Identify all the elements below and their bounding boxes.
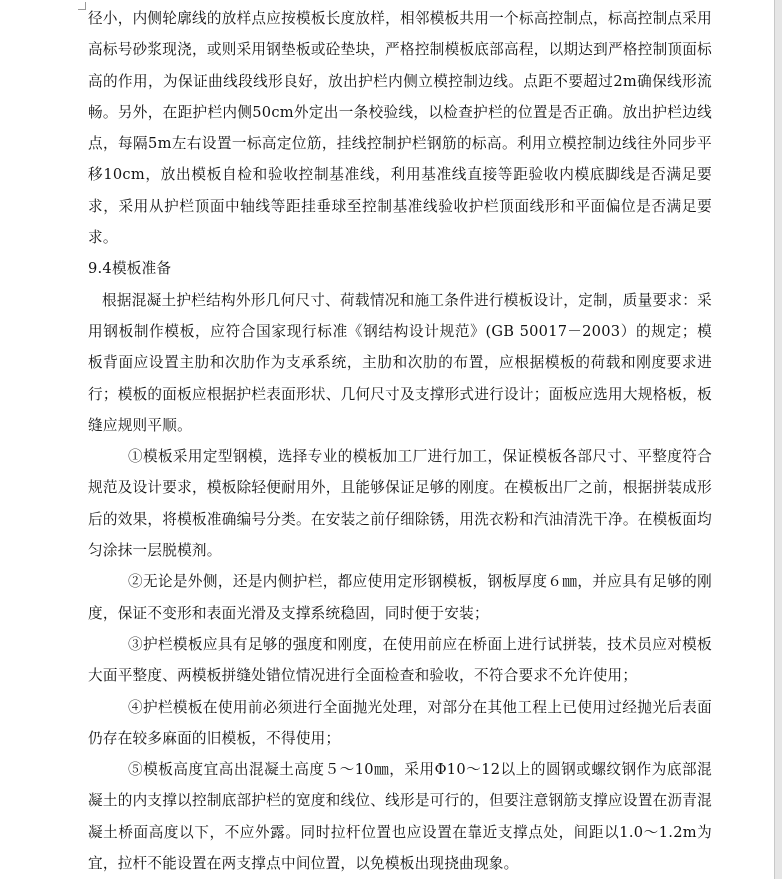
section-heading: 9.4模板准备: [88, 260, 172, 278]
list-item-3: ③护栏模板应具有足够的强度和刚度，在使用前应在桥面上进行试拼装，技术员应对模板大面平整度、两模板拼缝处错位情况进行全面检查和验收，不符合要求不允许使用；: [88, 635, 712, 685]
list-item-1: ①模板采用定型钢模，选择专业的模板加工厂进行加工，保证模板各部尺寸、平整度符合规范及设计要求，模板除轻便耐用外，且能够保证足够的刚度。在模板出厂之前，根据拼装成形后的效果，将模板准确编号分类。在安装之前仔细除锈，用洗衣粉和汽油清洗干净。在模板面均匀涂抹一层脱模剂。: [88, 448, 712, 560]
list-item-5: ⑤模板高度宜高出混凝土高度５～10㎜，采用Φ10～12以上的圆钢或螺纹钢作为底部混凝土的内支撑以控制底部护栏的宽度和线位、线形是可行的，但要注意钢筋支撑应设置在沥青混凝土桥面高度以下，不应外露。同时拉杆位置也应设置在靠近支撑点处，间距以1.0～1.2m为宜，拉杆不能设置在两支撑点中间位置，以免模板出现挠曲现象。: [88, 761, 712, 873]
list-item-4: ④护栏模板在使用前必须进行全面抛光处理，对部分在其他工程上已使用过经抛光后表面仍存在较多麻面的旧模板，不得使用；: [88, 698, 712, 747]
paragraph-formwork-design: 根据混凝土护栏结构外形几何尺寸、荷载情况和施工条件进行模板设计，定制，质量要求：采用钢板制作模板，应符合国家现行标准《钢结构设计规范》(GB 50017－2003）的规定；模板背面应设置主肋和次肋作为支承系统，主肋和次肋的布置，应根据模板的荷载和刚度要求进行；模板的面板应根据护栏表面形状、几何尺寸及支撑形式进行设计；面板应选用大规格板，板缝应规则平顺。: [88, 291, 712, 434]
paragraph-survey-layout: 径小，内侧轮廓线的放样点应按模板长度放样，相邻模板共用一个标高控制点，标高控制点采用高标号砂浆现浇，或则采用钢垫板或砼垫块，严格控制模板底部高程，以期达到严格控制顶面标高的作用，为保证曲线段线形良好，放出护栏内侧立模控制边线。点距不要超过2m确保线形流畅。另外，在距护栏内侧50cm外定出一条校验线，以检查护栏的位置是否正确。放出护栏边线点，每隔5m左右设置一标高定位筋，挂线控制护栏钢筋的标高。利用立模控制边线往外同步平移10cm，放出模板自检和验收控制基准线，利用基准线直接等距验收内模底脚线是否满足要求，采用从护栏顶面中轴线等距挂垂球至控制基准线验收护栏顶面线形和平面偏位是否满足要求。: [88, 10, 712, 247]
list-item-2: ②无论是外侧，还是内侧护栏，都应使用定形钢模板，钢板厚度６㎜，并应具有足够的刚度，保证不变形和表面光滑及支撑系统稳固，同时便于安装；: [88, 573, 712, 622]
page-edge-scrollbar[interactable]: [774, 0, 782, 879]
document-body: [88, 3, 712, 879]
page-corner-mark: [78, 2, 86, 10]
